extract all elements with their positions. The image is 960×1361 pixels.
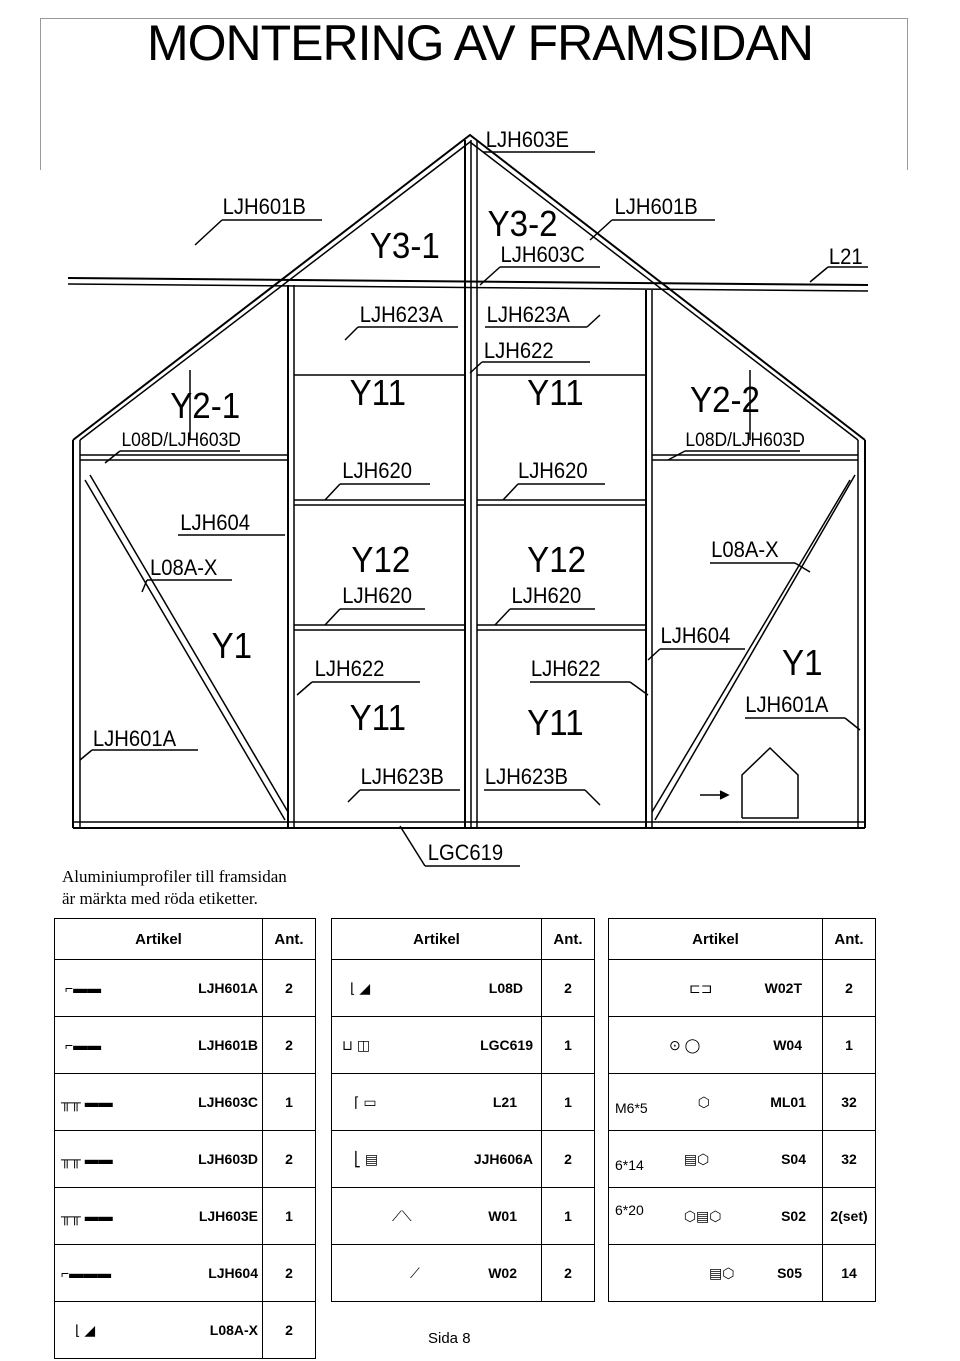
label-y3-2: Y3-2 — [487, 204, 558, 245]
table-row — [609, 1188, 876, 1245]
table-row — [609, 1131, 876, 1188]
nut-icon: ⬡ — [697, 1093, 710, 1110]
part-qty: 1 — [542, 1074, 595, 1131]
part-qty: 2 — [263, 1302, 316, 1359]
bracket-icon: ⟋⟍ — [392, 1207, 412, 1224]
label-l08d-left: L08D/LJH603D — [121, 428, 241, 451]
part-cell — [332, 960, 542, 1017]
label-ljh603e: LJH603E — [485, 128, 569, 153]
part-cell — [332, 1074, 542, 1131]
label-ljh623a-right: LJH623A — [486, 303, 570, 328]
part-code: LGC619 — [480, 1036, 533, 1053]
profile-icon: ⌐▬▬ — [65, 980, 102, 996]
header-ant: Ant. — [542, 919, 595, 960]
part-cell — [55, 1245, 263, 1302]
label-l08d-right: L08D/LJH603D — [685, 428, 805, 451]
table-row — [332, 1245, 595, 1302]
part-cell — [609, 1131, 823, 1188]
table-row — [332, 1074, 595, 1131]
part-cell — [55, 960, 263, 1017]
label-y1-right: Y1 — [782, 643, 823, 684]
bracket-icon: ⊏⊐ — [689, 979, 713, 996]
part-cell — [332, 1131, 542, 1188]
label-ljh622-left: LJH622 — [314, 657, 385, 682]
label-l08ax-right: L08A-X — [711, 538, 779, 563]
part-code: S04 — [781, 1150, 806, 1167]
part-qty: 2 — [542, 1245, 595, 1302]
table-row — [55, 1188, 316, 1245]
label-ljh622-right: LJH622 — [530, 657, 601, 682]
part-code: LJH601A — [198, 980, 258, 996]
label-ljh604-left: LJH604 — [180, 511, 251, 536]
label-ljh601b-right: LJH601B — [614, 195, 698, 220]
parts-table-3 — [608, 918, 876, 1302]
plate-icon: ⊙ ◯ — [669, 1036, 701, 1053]
label-y2-2: Y2-2 — [689, 380, 760, 421]
part-code: L08A-X — [209, 1321, 258, 1338]
table-row — [332, 960, 595, 1017]
part-cell — [609, 960, 823, 1017]
label-ljh604-right: LJH604 — [660, 624, 731, 649]
label-ljh620-4: LJH620 — [511, 584, 582, 609]
part-code: S05 — [777, 1264, 802, 1281]
part-qty: 2 — [263, 1245, 316, 1302]
part-code: W04 — [773, 1036, 802, 1053]
part-qty: 2(set) — [823, 1188, 876, 1245]
header-ant: Ant. — [263, 919, 316, 960]
part-cell — [55, 1188, 263, 1245]
part-qty: 32 — [823, 1131, 876, 1188]
part-cell — [609, 1188, 823, 1245]
part-code: LJH603E — [198, 1208, 258, 1224]
table-row — [55, 1017, 316, 1074]
label-ljh603c: LJH603C — [500, 243, 585, 268]
part-qty: 1 — [823, 1017, 876, 1074]
label-y11-top-right: Y11 — [527, 373, 584, 414]
part-cell — [332, 1188, 542, 1245]
part-code: W02T — [764, 979, 802, 996]
part-cell — [55, 1131, 263, 1188]
table-row — [55, 1302, 316, 1359]
part-qty: 1 — [542, 1188, 595, 1245]
size-label: 6*20 — [615, 1201, 644, 1218]
table-row — [55, 1245, 316, 1302]
table-row — [332, 1017, 595, 1074]
part-qty: 2 — [823, 960, 876, 1017]
part-code: LJH601B — [198, 1037, 258, 1053]
part-code: L08D — [488, 979, 523, 996]
label-y12-right: Y12 — [527, 540, 587, 581]
parts-table-1 — [54, 918, 316, 1359]
part-code: LJH603C — [198, 1094, 258, 1110]
label-ljh623b-right: LJH623B — [484, 765, 569, 790]
label-y12-left: Y12 — [351, 540, 411, 581]
part-qty: 2 — [263, 1017, 316, 1074]
gutter-icon: ⎣ ▤ — [354, 1150, 379, 1167]
part-code: S02 — [781, 1207, 806, 1224]
table-row — [609, 960, 876, 1017]
label-ljh601a-right: LJH601A — [745, 693, 829, 718]
label-ljh620-1: LJH620 — [342, 459, 412, 484]
size-label: M6*5 — [615, 1099, 648, 1116]
part-code: JJH606A — [473, 1150, 533, 1167]
part-qty: 1 — [263, 1074, 316, 1131]
table-row — [55, 1074, 316, 1131]
bolt-icon: ▤⬡ — [683, 1150, 710, 1167]
label-y1-left: Y1 — [211, 626, 253, 667]
part-code: W02 — [488, 1264, 517, 1281]
angle-icon: ⌊ ◢ — [350, 979, 371, 996]
part-code: LJH604 — [208, 1265, 258, 1281]
bracket-icon: ⟋ — [410, 1264, 420, 1281]
part-cell — [609, 1245, 823, 1302]
label-y11-top-left: Y11 — [349, 373, 407, 414]
part-code: W01 — [488, 1207, 517, 1224]
profile-icon: ⌐▬▬ — [65, 1037, 102, 1053]
table-row — [55, 960, 316, 1017]
size-label: 6*14 — [615, 1156, 644, 1173]
part-qty: 1 — [263, 1188, 316, 1245]
label-l08ax-left: L08A-X — [149, 556, 218, 581]
profile-icon: ╥╥ ▬▬ — [61, 1151, 113, 1167]
label-ljh601a-left: LJH601A — [92, 727, 177, 752]
label-ljh601b-left: LJH601B — [222, 195, 306, 220]
header-artikel: Artikel — [609, 919, 823, 960]
angle-icon: ⌊ ◢ — [75, 1321, 96, 1338]
part-code: L21 — [492, 1093, 517, 1110]
part-qty: 2 — [263, 960, 316, 1017]
part-qty: 2 — [542, 960, 595, 1017]
header-ant: Ant. — [823, 919, 876, 960]
bolt-icon: ▤⬡ — [709, 1264, 735, 1281]
header-artikel: Artikel — [55, 919, 263, 960]
part-code: ML01 — [770, 1093, 806, 1110]
label-y11-bottom-right: Y11 — [527, 703, 584, 744]
part-qty: 1 — [542, 1017, 595, 1074]
part-cell — [55, 1074, 263, 1131]
label-y3-1: Y3-1 — [369, 226, 440, 267]
part-cell — [332, 1017, 542, 1074]
page-title: MONTERING AV FRAMSIDAN — [146, 15, 813, 71]
profile-note — [62, 866, 287, 910]
label-ljh620-2: LJH620 — [517, 459, 588, 484]
channel-icon: ⊔ ◫ — [342, 1036, 371, 1053]
parts-table-2 — [331, 918, 595, 1302]
label-y2-1: Y2-1 — [170, 386, 241, 427]
table-row — [332, 1131, 595, 1188]
part-qty: 14 — [823, 1245, 876, 1302]
rail-icon: ⌈ ▭ — [354, 1093, 377, 1110]
label-ljh622-top: LJH622 — [483, 339, 554, 364]
table-row — [609, 1074, 876, 1131]
part-code: LJH603D — [198, 1151, 258, 1167]
part-cell — [55, 1017, 263, 1074]
note-line-2: är märkta med röda etiketter. — [62, 889, 258, 908]
table-row — [609, 1017, 876, 1074]
label-lgc619: LGC619 — [427, 841, 504, 866]
part-cell — [609, 1017, 823, 1074]
table-row — [332, 1188, 595, 1245]
table-row — [609, 1245, 876, 1302]
label-l21: L21 — [828, 245, 863, 270]
label-ljh623a-left: LJH623A — [359, 303, 443, 328]
part-qty: 32 — [823, 1074, 876, 1131]
label-ljh620-3: LJH620 — [342, 584, 412, 609]
part-cell — [332, 1245, 542, 1302]
bolt-nut-icon: ⬡▤⬡ — [683, 1207, 722, 1224]
part-qty: 2 — [542, 1131, 595, 1188]
part-cell — [609, 1074, 823, 1131]
profile-icon: ╥╥ ▬▬ — [61, 1094, 113, 1110]
label-y11-bottom-left: Y11 — [349, 698, 407, 739]
part-cell — [55, 1302, 263, 1359]
header-artikel: Artikel — [332, 919, 542, 960]
profile-icon: ╥╥ ▬▬ — [61, 1208, 113, 1224]
table-row — [55, 1131, 316, 1188]
part-qty: 2 — [263, 1131, 316, 1188]
page-number: Sida 8 — [428, 1330, 471, 1347]
label-ljh623b-left: LJH623B — [360, 765, 444, 790]
note-line-1: Aluminiumprofiler till framsidan — [62, 867, 287, 886]
profile-icon: ⌐▬▬▬ — [61, 1265, 112, 1281]
